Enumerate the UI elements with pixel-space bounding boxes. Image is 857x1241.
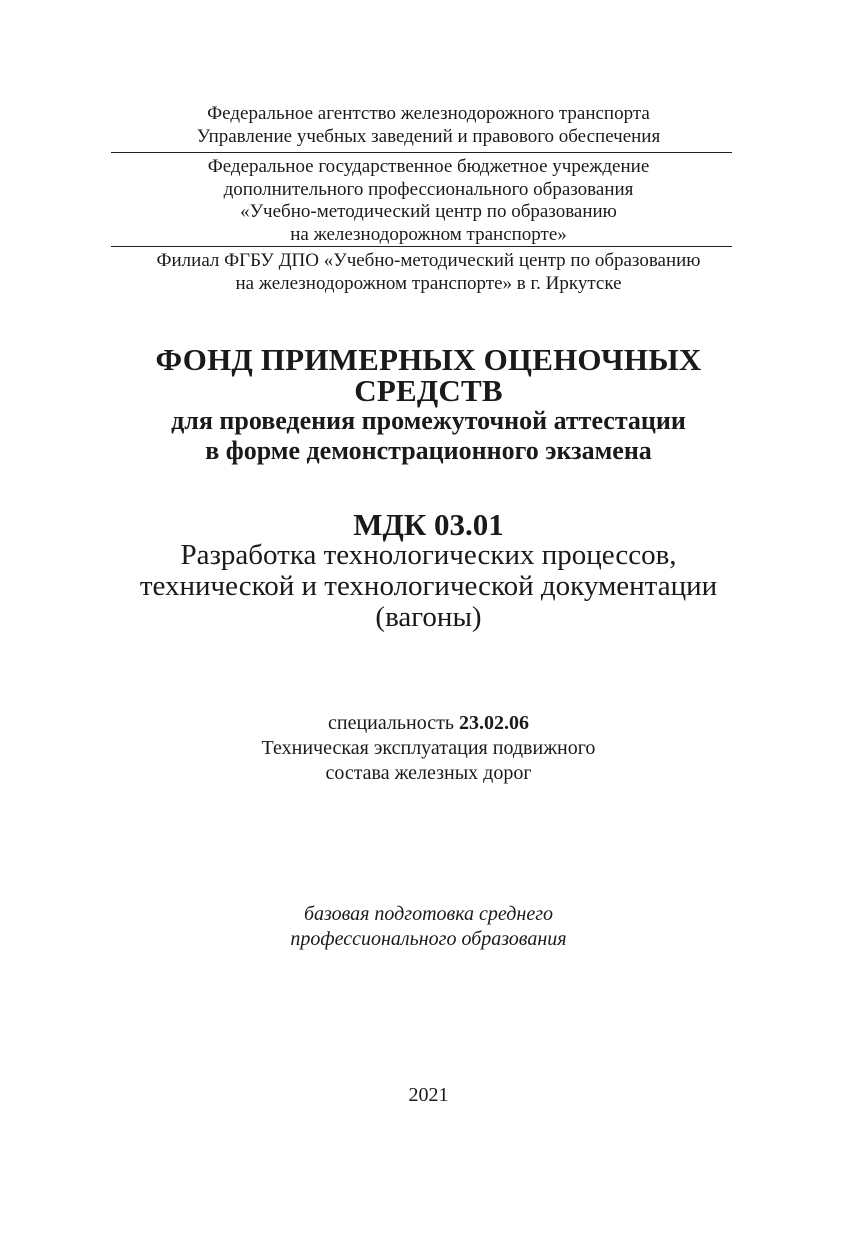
publication-year-text: 2021 <box>408 1084 449 1106</box>
header-divider-top <box>111 152 732 153</box>
specialty-code: 23.02.06 <box>458 712 529 734</box>
education-level-line: базовая подготовка среднего <box>303 903 554 925</box>
specialty-line <box>0 711 857 736</box>
branch-line: на железнодорожном транспорте» в г. Иркутске <box>235 272 622 294</box>
module-code-text: МДК 03.01 <box>353 507 504 542</box>
specialty-prefix: специальность <box>328 712 454 734</box>
module-name-line: технической и технологической документации <box>139 570 718 602</box>
document-title <box>0 344 857 406</box>
education-level-line: профессионального образования <box>290 928 567 950</box>
agency-line: Федеральное агентство железнодорожного транспорта <box>207 103 650 124</box>
specialty-name-line: Техническая эксплуатация подвижного <box>261 737 596 759</box>
branch-header <box>0 250 857 295</box>
institution-line: Федеральное государственное бюджетное учреждение <box>207 156 650 177</box>
document-title-line: ФОНД ПРИМЕРНЫХ ОЦЕНОЧНЫХ <box>155 342 702 377</box>
agency-department-line: Управление учебных заведений и правового обеспечения <box>196 126 661 147</box>
module-name-line: (вагоны) <box>375 601 482 633</box>
document-subtitle-line: для проведения промежуточной аттестации <box>171 406 686 435</box>
agency-header <box>0 102 857 148</box>
branch-line: Филиал ФГБУ ДПО «Учебно-методический центр по образованию <box>156 250 701 271</box>
institution-line: на железнодорожном транспорте» <box>290 223 567 245</box>
document-subtitle <box>0 406 857 466</box>
module-name-line: Разработка технологических процессов, <box>180 539 677 571</box>
publication-year <box>0 1083 857 1107</box>
institution-header <box>0 156 857 246</box>
module-code <box>0 508 857 542</box>
education-level <box>0 902 857 952</box>
document-title-line: СРЕДСТВ <box>354 373 503 408</box>
institution-line: «Учебно-методический центр по образованию <box>240 201 617 222</box>
specialty-name-line: состава железных дорог <box>325 762 532 784</box>
document-subtitle-line: в форме демонстрационного экзамена <box>205 436 652 465</box>
specialty-block <box>0 711 857 786</box>
header-divider-bottom <box>111 246 732 247</box>
module-name <box>0 540 857 633</box>
institution-line: дополнительного профессионального образования <box>223 178 634 200</box>
